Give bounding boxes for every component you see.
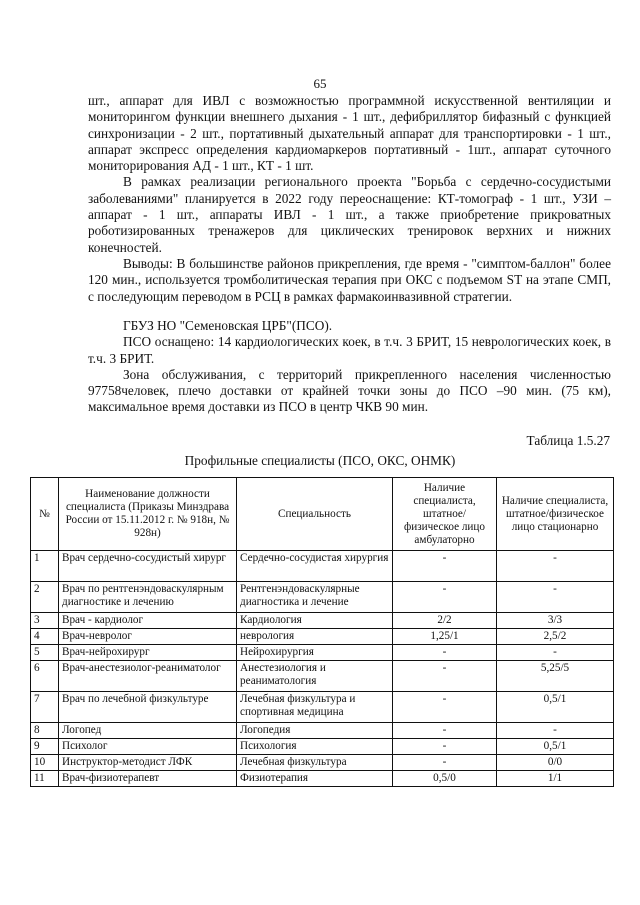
cell-position: Врач по лечебной физкультуре <box>59 692 237 723</box>
cell-specialty: неврология <box>237 629 393 645</box>
text-block-bottom <box>88 318 611 416</box>
cell-outpatient: 0,5/0 <box>393 771 497 787</box>
cell-outpatient: - <box>393 755 497 771</box>
cell-position: Логопед <box>59 723 237 739</box>
cell-inpatient: 1/1 <box>497 771 614 787</box>
cell-outpatient: - <box>393 582 497 613</box>
cell-inpatient: 0,5/1 <box>497 692 614 723</box>
cell-outpatient: - <box>393 645 497 661</box>
header-number: № <box>31 478 59 551</box>
table-row <box>31 692 614 723</box>
table-row <box>31 629 614 645</box>
cell-number: 2 <box>31 582 59 613</box>
cell-position: Врач-анестезиолог-реаниматолог <box>59 661 237 692</box>
cell-position: Врач-невролог <box>59 629 237 645</box>
text-block-top <box>88 93 611 305</box>
table-row <box>31 723 614 739</box>
cell-position: Врач по рентгенэндоваскулярным диагностике и лечению <box>59 582 237 613</box>
header-outpatient: Наличие специалиста, штатное/физическое лицо амбулаторно <box>393 478 497 551</box>
cell-specialty: Кардиология <box>237 613 393 629</box>
cell-outpatient: - <box>393 551 497 582</box>
cell-number: 7 <box>31 692 59 723</box>
cell-inpatient: 3/3 <box>497 613 614 629</box>
cell-specialty: Физиотерапия <box>237 771 393 787</box>
header-position: Наименование должности специалиста (Приказы Минздрава России от 15.11.2012 г. № 918н, № 928н) <box>59 478 237 551</box>
cell-position: Инструктор-методист ЛФК <box>59 755 237 771</box>
cell-inpatient: 2,5/2 <box>497 629 614 645</box>
cell-number: 8 <box>31 723 59 739</box>
cell-specialty: Нейрохирургия <box>237 645 393 661</box>
cell-position: Врач-нейрохирург <box>59 645 237 661</box>
paragraph: шт., аппарат для ИВЛ с возможностью программной искусственной вентиляции и мониторингом функции внешнего дыхания - 1 шт., дефибриллятор бифазный с функцией синхронизации - 2 шт., портативный дыхательный аппарат для транспортировки - 1 шт., аппарат экспресс определения кардиомаркеров портативный - 1шт., аппарат суточного мониторирования АД - 1 шт., КТ - 1 шт. <box>88 93 611 174</box>
cell-specialty: Сердечно-сосудистая хирургия <box>237 551 393 582</box>
cell-outpatient: 1,25/1 <box>393 629 497 645</box>
header-inpatient: Наличие специалиста, штатное/физическое лицо стационарно <box>497 478 614 551</box>
paragraph: Зона обслуживания, с территорий прикрепленного населения численностью 97758человек, плечо доставки от крайней точки зоны до ПСО –90 мин. (75 км), максимальное время доставки из ПСО в центр ЧКВ 90 мин. <box>88 366 611 415</box>
cell-inpatient: - <box>497 645 614 661</box>
paragraph: Выводы: В большинстве районов прикрепления, где время - "симптом-баллон" более 120 мин., используется тромболитическая терапия при ОКС с подъемом ST на этапе СМП, с последующим переводом в РСЦ в рамках фармакоинвазивной стратегии. <box>88 255 611 304</box>
page-number: 65 <box>313 76 327 91</box>
cell-inpatient: - <box>497 723 614 739</box>
paragraph: ПСО оснащено: 14 кардиологических коек, в т.ч. 3 БРИТ, 15 неврологических коек, в т.ч. 3 БРИТ. <box>88 334 611 366</box>
paragraph: В рамках реализации регионального проекта "Борьба с сердечно-сосудистыми заболеваниями" планируется в 2022 году переоснащение: КТ-томограф - 1 шт., УЗИ – аппарат - 1 шт., аппараты ИВЛ - 1 шт., а также приобретение прикроватных роботизированных тренажеров для циклических тренировок верхних и нижних конечностей. <box>88 174 611 255</box>
cell-inpatient: - <box>497 582 614 613</box>
cell-specialty: Психология <box>237 739 393 755</box>
table-row <box>31 582 614 613</box>
table-row <box>31 661 614 692</box>
cell-position: Врач - кардиолог <box>59 613 237 629</box>
table-row <box>31 739 614 755</box>
cell-number: 1 <box>31 551 59 582</box>
table-title: Профильные специалисты (ПСО, ОКС, ОНМК) <box>184 453 456 468</box>
cell-position: Врач сердечно-сосудистый хирург <box>59 551 237 582</box>
table-row <box>31 551 614 582</box>
cell-number: 4 <box>31 629 59 645</box>
cell-inpatient: 0/0 <box>497 755 614 771</box>
paragraph: ГБУЗ НО "Семеновская ЦРБ"(ПСО). <box>123 318 333 333</box>
table-row <box>31 755 614 771</box>
cell-number: 5 <box>31 645 59 661</box>
cell-specialty: Рентгенэндоваскулярные диагностика и лечение <box>237 582 393 613</box>
cell-position: Психолог <box>59 739 237 755</box>
cell-position: Врач-физиотерапевт <box>59 771 237 787</box>
cell-number: 9 <box>31 739 59 755</box>
cell-specialty: Лечебная физкультура и спортивная медицина <box>237 692 393 723</box>
table-row <box>31 613 614 629</box>
cell-inpatient: - <box>497 551 614 582</box>
cell-inpatient: 0,5/1 <box>497 739 614 755</box>
cell-outpatient: - <box>393 723 497 739</box>
cell-specialty: Анестезиология и реаниматология <box>237 661 393 692</box>
header-specialty: Специальность <box>237 478 393 551</box>
cell-outpatient: - <box>393 739 497 755</box>
table-label: Таблица 1.5.27 <box>526 433 610 448</box>
cell-number: 11 <box>31 771 59 787</box>
table-row <box>31 771 614 787</box>
specialists-table <box>30 477 614 787</box>
cell-number: 6 <box>31 661 59 692</box>
cell-specialty: Логопедия <box>237 723 393 739</box>
cell-specialty: Лечебная физкультура <box>237 755 393 771</box>
cell-outpatient: - <box>393 692 497 723</box>
cell-outpatient: 2/2 <box>393 613 497 629</box>
cell-inpatient: 5,25/5 <box>497 661 614 692</box>
cell-outpatient: - <box>393 661 497 692</box>
cell-number: 10 <box>31 755 59 771</box>
table-header-row <box>31 478 614 551</box>
table-row <box>31 645 614 661</box>
cell-number: 3 <box>31 613 59 629</box>
